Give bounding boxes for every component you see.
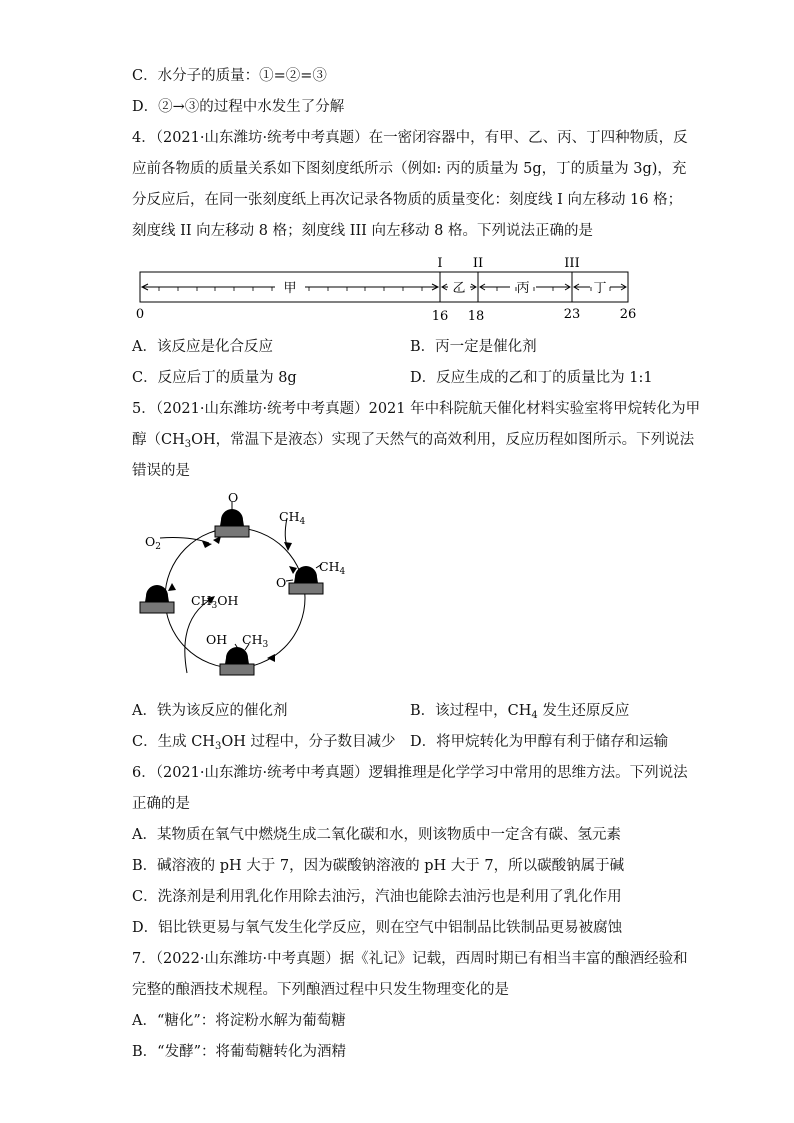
q5-option-b: B．该过程中，$CH_4$ 发生还原反应 [410, 703, 630, 721]
tick-label-18: 18 [467, 309, 485, 324]
q4-stem-line-4: 刻度线 II 向左移动 8 格；刻度线 III 向左移动 8 格。下列说法正确的是 [132, 223, 593, 239]
tick-label-23: 23 [563, 307, 581, 322]
q6-option-b: B．碱溶液的 pH 大于 7，因为碳酸钠溶液的 pH 大于 7，所以碳酸钠属于碱 [132, 858, 625, 874]
q7-stem-line-2: 完整的酿酒技术规程。下列酿酒过程中只发生物理变化的是 [132, 982, 509, 998]
q4-option-b: B．丙一定是催化剂 [410, 339, 537, 355]
q3-option-d: D．②→③的过程中水发生了分解 [132, 99, 345, 115]
q5-stem-line-3: 错误的是 [132, 463, 190, 479]
q4-stem-line-1: 4．（2021·山东潍坊·统考中考真题）在一密闭容器中，有甲、乙、丙、丁四种物质，反 [132, 130, 688, 146]
catalyst-top [215, 509, 249, 537]
q5-option-d: D．将甲烷转化为甲醇有利于储存和运输 [410, 734, 669, 750]
q5-option-c: C．生成 $CH_3OH$ 过程中，分子数目减少 [132, 734, 396, 752]
q4-option-c: C．反应后丁的质量为 8g [132, 370, 297, 386]
segment-jia: 甲 [283, 281, 297, 296]
marker-II: II [472, 256, 484, 271]
q7-stem-line-1: 7．（2022·山东潍坊·中考真题）据《礼记》记载，西周时期已有相当丰富的酿酒经验和 [132, 951, 688, 967]
tick-label-0: 0 [135, 307, 145, 322]
q7-option-a: A．“糖化”：将淀粉水解为葡萄糖 [132, 1013, 346, 1029]
label-ch3oh: $CH_3OH$ [191, 593, 239, 611]
q6-option-d: D．铝比铁更易与氧气发生化学反应，则在空气中铝制品比铁制品更易被腐蚀 [132, 920, 623, 936]
q6-option-c: C．洗涤剂是利用乳化作用除去油污，汽油也能除去油污也是利用了乳化作用 [132, 889, 622, 905]
label-ch4-top: $CH_4$ [279, 509, 306, 527]
segment-yi: 乙 [452, 281, 466, 296]
label-o-top: O [228, 490, 239, 505]
marker-III: III [564, 256, 580, 271]
label-ch4-right: $CH_4$ [319, 559, 346, 577]
q5-stem-line-2: 醇（$CH_3OH$，常温下是液态）实现了天然气的高效利用，反应历程如图所示。下列说法 [132, 432, 695, 450]
q6-option-a: A．某物质在氧气中燃烧生成二氧化碳和水，则该物质中一定含有碳、氢元素 [132, 827, 621, 843]
q3-option-c: C．水分子的质量：①=②=③ [132, 68, 327, 84]
q7-option-b: B．“发酵”：将葡萄糖转化为酒精 [132, 1044, 346, 1060]
label-ch3: $CH_3$ [242, 632, 269, 650]
segment-ding: 丁 [593, 281, 607, 296]
segment-bing: 丙 [516, 281, 530, 296]
q4-stem-line-2: 应前各物质的质量关系如下图刻度纸所示（例如: 丙的质量为 5g，丁的质量为 3g)，充 [132, 161, 687, 177]
q6-stem-line-1: 6．（2021·山东潍坊·统考中考真题）逻辑推理是化学学习中常用的思维方法。下列说法 [132, 765, 688, 781]
q5-option-a: A．铁为该反应的催化剂 [132, 703, 288, 719]
catalyst-bottom [220, 647, 254, 675]
marker-I: I [437, 256, 443, 271]
tick-label-26: 26 [619, 307, 637, 322]
label-o2: $O_2$ [145, 534, 161, 552]
scale-ticks [159, 287, 610, 291]
q4-option-a: A．该反应是化合反应 [132, 339, 273, 355]
q4-stem-line-3: 分反应后，在同一张刻度纸上再次记录各物质的质量变化：刻度线 I 向左移动 16 格； [132, 192, 683, 208]
q4-option-d: D．反应生成的乙和丁的质量比为 1:1 [410, 370, 653, 386]
q4-scale-figure [130, 252, 640, 324]
label-o-right: O [276, 575, 287, 590]
q5-stem-line-1: 5．（2021·山东潍坊·统考中考真题）2021 年中科院航天催化材料实验室将甲烷转化为甲 [132, 401, 701, 417]
label-oh: OH [206, 632, 228, 647]
tick-label-16: 16 [431, 309, 449, 324]
q5-reaction-cycle-figure [135, 488, 365, 693]
q6-stem-line-2: 正确的是 [132, 796, 190, 812]
